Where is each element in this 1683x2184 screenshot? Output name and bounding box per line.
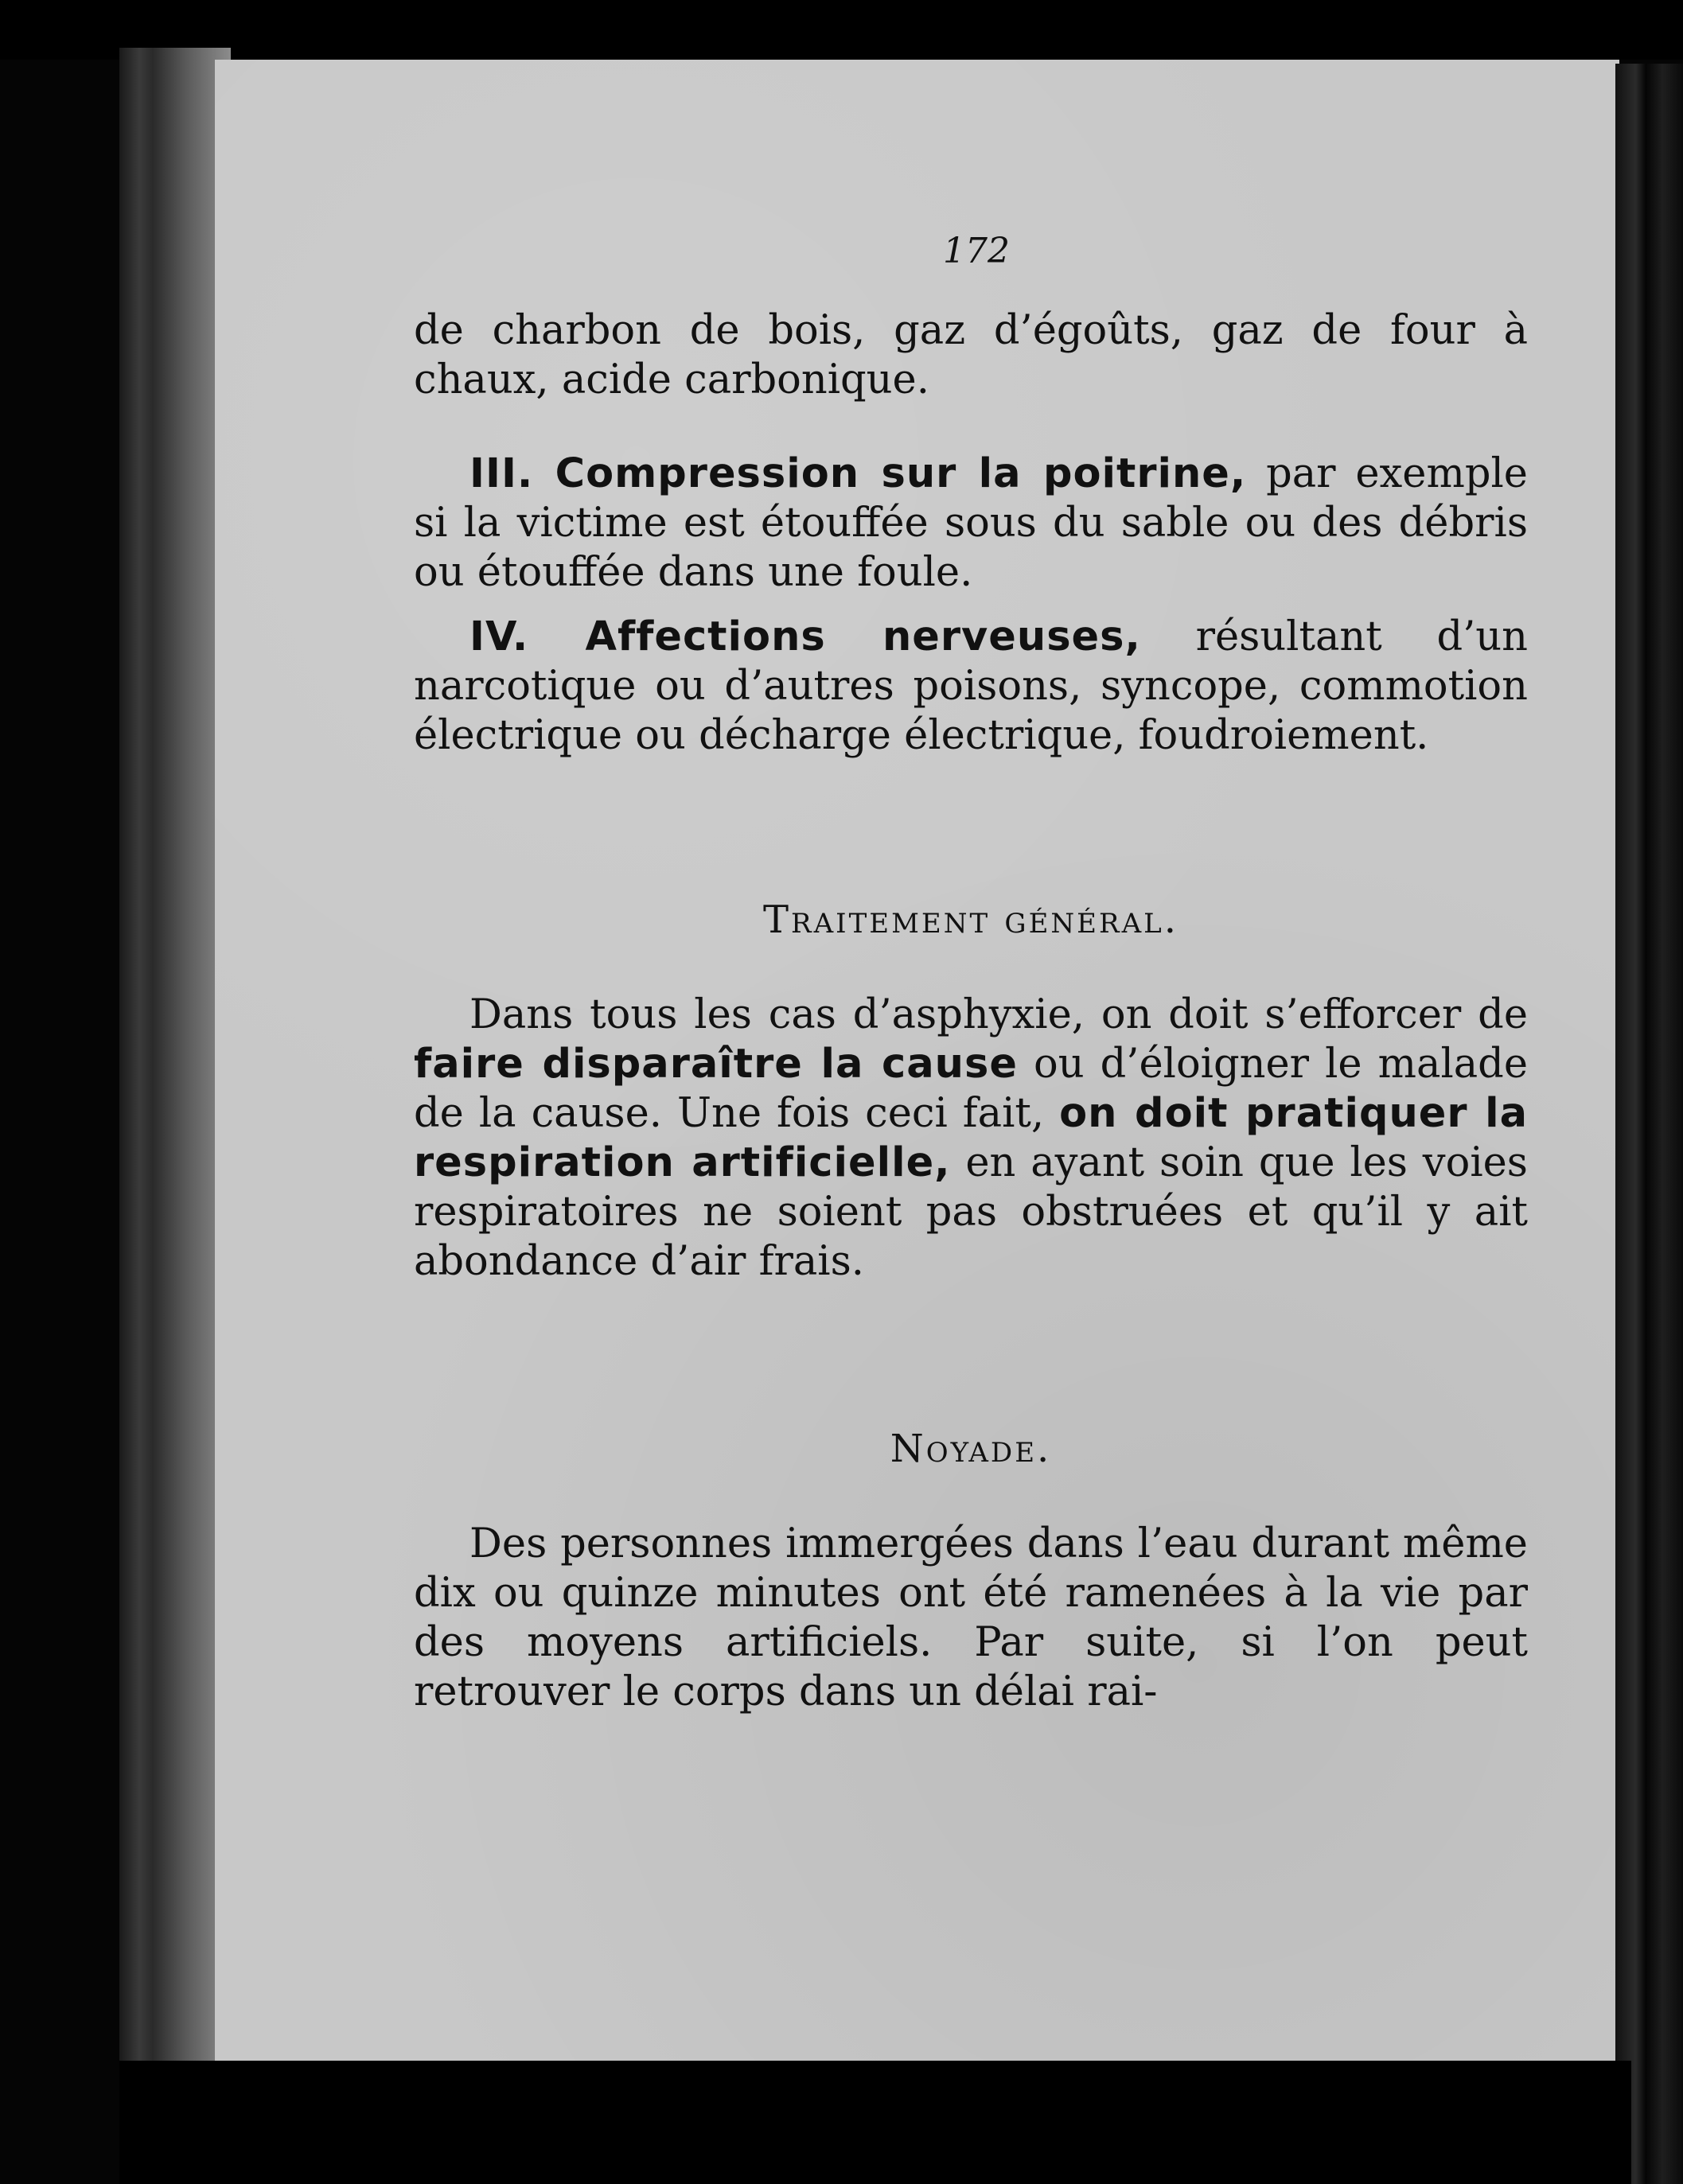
heading-text: Noyade. xyxy=(890,1427,1052,1471)
section-heading-noyade xyxy=(414,1424,1528,1474)
paragraph-1 xyxy=(414,306,1528,405)
paragraph-text: de charbon de bois, gaz d’égoûts, gaz de four à chaux, acide carbonique. xyxy=(414,307,1528,403)
paragraph-4 xyxy=(414,991,1528,1287)
bold-phrase: IV. Affections nerveuses, xyxy=(469,613,1141,660)
bold-phrase: III. Compression sur la poitrine, xyxy=(469,450,1247,497)
scan-border-top xyxy=(0,0,1683,60)
page-edge-left xyxy=(119,48,231,2069)
bold-phrase: faire disparaître la cause xyxy=(414,1041,1018,1088)
paragraph-rest: résultant d’un narcotique ou d’autres poisons, syncope, commotion électrique ou décharge électrique, foudroiement. xyxy=(414,613,1528,759)
bold-phrase: on doit pratiquer la respiration artificielle, xyxy=(414,1090,1528,1186)
page-edge-right xyxy=(1615,64,1683,2184)
paragraph-text xyxy=(414,450,1528,598)
paragraph-5 xyxy=(414,1520,1528,1717)
page-number: 172 xyxy=(943,231,1010,271)
scan-border-bottom xyxy=(119,2061,1631,2184)
paragraph-rest: par exemple si la victime est étouffée sous du sable ou des débris ou étouffée dans une foule. xyxy=(414,450,1528,596)
paragraph-text xyxy=(414,613,1528,761)
text-run: en ayant soin que les voies respiratoires ne soient pas obstruées et qu’il y ait abondance d’air frais. xyxy=(414,1139,1528,1285)
paragraph-text: Des personnes immergées dans l’eau durant même dix ou quinze minutes ont été ramenées à la vie par des moyens artificiels. Par suite, si l’on peut retrouver le corps dans un délai rai- xyxy=(414,1520,1528,1715)
paragraph-2 xyxy=(414,450,1528,598)
section-heading-traitement xyxy=(414,895,1528,944)
text-run: Dans tous les cas d’asphyxie, on doit s’efforcer de xyxy=(469,991,1528,1038)
heading-text: Traitement général. xyxy=(763,897,1178,942)
paragraph-3 xyxy=(414,613,1528,761)
text-run: ou d’éloigner le malade de la cause. Une fois ceci fait, xyxy=(414,1041,1528,1137)
paragraph-text xyxy=(414,991,1528,1287)
